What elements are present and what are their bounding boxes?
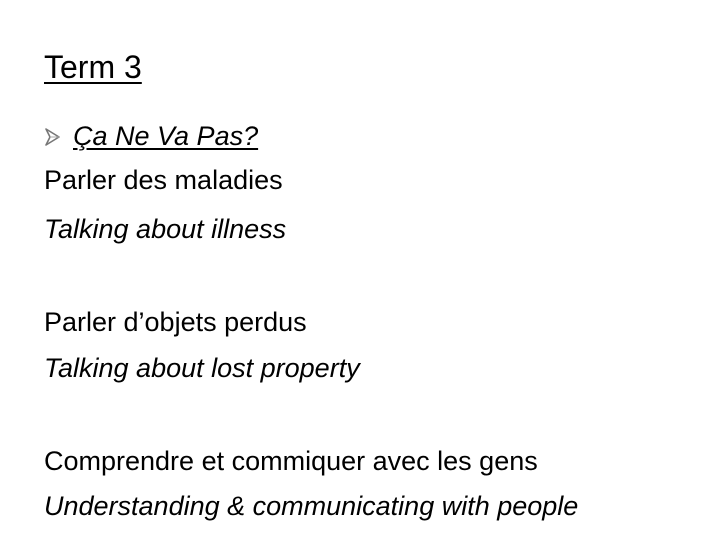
slide-title: Term 3 [44,49,142,85]
section-3-french: Comprendre et commiquer avec les gens [44,446,538,476]
topic-bullet [44,116,258,156]
section-1-english: Talking about illness [44,214,287,244]
section-2-english: Talking about lost property [44,353,360,383]
section-3-english: Understanding & communicating with people [44,491,579,521]
section-2-french: Parler d’objets perdus [44,307,307,337]
section-1-french: Parler des maladies [44,165,283,195]
topic-heading: Ça Ne Va Pas? [73,121,259,151]
arrow-bullet-icon [44,127,62,147]
